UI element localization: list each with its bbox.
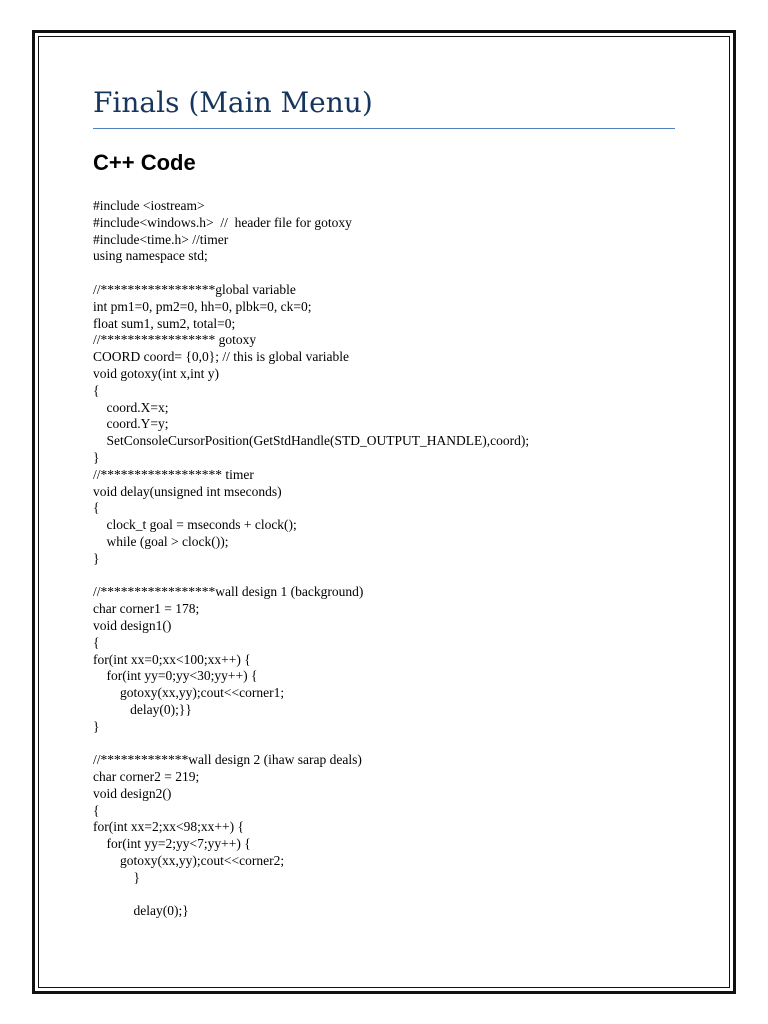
code-line: void design1() [93, 617, 172, 633]
code-line: void delay(unsigned int mseconds) [93, 483, 282, 499]
code-line: #include<time.h> //timer [93, 231, 229, 247]
code-line: //***************** gotoxy [93, 332, 257, 348]
code-line: for(int yy=0;yy<30;yy++) { [93, 668, 258, 684]
code-line: void gotoxy(int x,int y) [93, 365, 219, 381]
title-underline [93, 128, 675, 129]
code-line: while (goal > clock()); [93, 533, 229, 549]
code-line: delay(0);}} [93, 701, 192, 717]
code-line: coord.Y=y; [93, 416, 169, 432]
code-line: //*****************wall design 1 (background) [93, 584, 364, 600]
code-line: { [93, 634, 100, 650]
code-line [93, 568, 713, 585]
code-line: using namespace std; [93, 248, 208, 264]
code-line: //*************wall design 2 (ihaw sarap deals) [93, 752, 362, 768]
code-line: clock_t goal = mseconds + clock(); [93, 517, 297, 533]
code-line: #include<windows.h> // header file for gotoxy [93, 214, 352, 230]
code-line: for(int xx=2;xx<98;xx++) { [93, 819, 244, 835]
code-line: SetConsoleCursorPosition(GetStdHandle(STD_OUTPUT_HANDLE),coord); [93, 433, 530, 449]
code-line: gotoxy(xx,yy);cout<<corner1; [93, 685, 285, 701]
code-line: for(int xx=0;xx<100;xx++) { [93, 651, 251, 667]
code-line: { [93, 382, 100, 398]
section-heading: C++ Code [93, 150, 196, 175]
code-line: #include <iostream> [93, 198, 205, 213]
code-line: int pm1=0, pm2=0, hh=0, plbk=0, ck=0; [93, 298, 312, 314]
code-line [93, 887, 713, 904]
code-line: } [93, 869, 140, 885]
code-line: } [93, 718, 100, 734]
code-line [93, 736, 713, 753]
code-line: void design2() [93, 785, 172, 801]
code-line: //*****************global variable [93, 281, 296, 297]
code-line: { [93, 802, 100, 818]
code-line: delay(0);} [93, 903, 189, 919]
code-line: gotoxy(xx,yy);cout<<corner2; [93, 853, 285, 869]
code-line: for(int yy=2;yy<7;yy++) { [93, 836, 251, 852]
page-title: Finals (Main Menu) [93, 86, 373, 119]
code-line: coord.X=x; [93, 399, 169, 415]
code-line: char corner1 = 178; [93, 601, 200, 617]
code-line: float sum1, sum2, total=0; [93, 315, 236, 331]
code-line: { [93, 500, 100, 516]
code-block [93, 198, 713, 920]
code-line: char corner2 = 219; [93, 769, 200, 785]
code-line: } [93, 550, 100, 566]
code-line: //****************** timer [93, 466, 254, 482]
code-line [93, 265, 713, 282]
code-line: } [93, 449, 100, 465]
code-line: COORD coord= {0,0}; // this is global variable [93, 349, 350, 365]
